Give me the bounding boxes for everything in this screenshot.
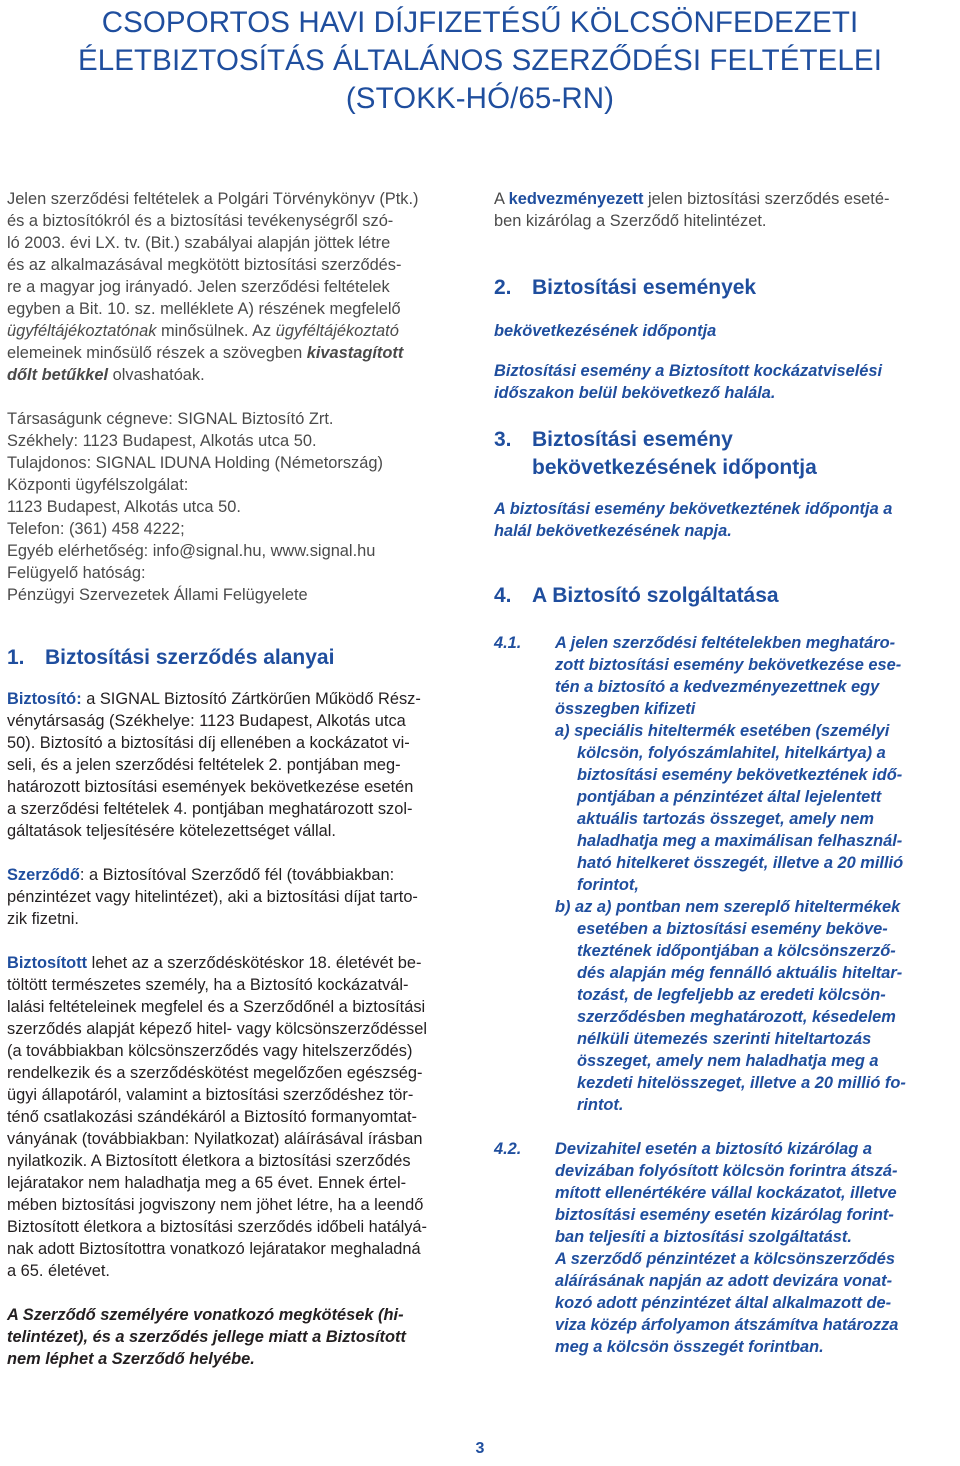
section-number: 1. [7, 646, 25, 669]
section-1-heading [7, 644, 467, 672]
item-line: b) az a) pontban nem szereplő hiteltermékek [555, 898, 901, 916]
item-line: kölcsön, folyószámlahitel, hitelkártya) a [577, 744, 886, 762]
subsection-line: mított ellenértékére vállal kockázatot, illetve [555, 1184, 897, 1202]
section-number: 4. [494, 584, 512, 607]
intro-line [7, 320, 467, 342]
italic-term: ügyféltájékoztató [275, 322, 399, 340]
section-4-heading [494, 582, 954, 610]
item-line: pontjában a pénzintézet által lejelentett [577, 788, 882, 806]
paragraph-line: Biztosított életkora a biztosítási szerződés időbeli hatályá- [7, 1218, 427, 1236]
company-line: Székhely: 1123 Budapest, Alkotás utca 50. [7, 432, 317, 450]
subsection-number: 4.2. [494, 1140, 522, 1158]
item-line: nélküli ütemezés szerinti hiteltartozás [577, 1030, 872, 1048]
section-title: Biztosítási esemény [532, 428, 733, 451]
subsection-line: zott biztosítási esemény bekövetkezése ese- [555, 656, 902, 674]
paragraph-text: : a Biztosítóval Szerződő fél (továbbiakban: [79, 866, 395, 884]
paragraph-line: 50). Biztosító a biztosítási díj ellenében a kockázatot vi- [7, 734, 410, 752]
italic-term: ügyféltájékoztatónak [7, 322, 157, 340]
subsection-line: ban teljesíti a biztosítási szolgáltatást. [555, 1228, 852, 1246]
title-line-2: ÉLETBIZTOSÍTÁS ÁLTALÁNOS SZERZŐDÉSI FELTÉTELEI [77, 44, 883, 77]
term-beneficiary: kedvezményezett [508, 190, 644, 208]
subsection-line: kozó adott pénzintézet által alkalmazott de- [555, 1294, 892, 1312]
section-title: bekövetkezésének időpontja [532, 456, 817, 479]
intro-line: és a biztosítókról és a biztosítási tevékenységről szó- [7, 212, 394, 230]
item-line: haladhatja meg a maximálisan felhasznál- [577, 832, 903, 850]
paragraph-line: a 65. életévet. [7, 1262, 110, 1280]
company-line: Telefon: (361) 458 4222; [7, 520, 185, 538]
item-a [555, 720, 954, 896]
paragraph-line: vénytársaság (Székhelye: 1123 Budapest, Alkotás utca [7, 712, 406, 730]
left-column [7, 188, 467, 1370]
intro-line: ló 2003. évi LX. tv. (Bit.) szabályai alapján jöttek létre [7, 234, 391, 252]
paragraph-line: ványának (továbbiakban: Nyilatkozat) aláírásával írásban [7, 1130, 423, 1148]
subsection-4-2 [494, 1138, 954, 1358]
section-2-subheading: bekövetkezésének időpontja [494, 322, 717, 340]
beneficiary-paragraph [494, 188, 954, 232]
section-3-heading [494, 426, 954, 482]
subsection-line: Devizahitel esetén a biztosító kizárólag a [555, 1140, 872, 1158]
term-insurer: Biztosító: [7, 690, 82, 708]
section-title: Biztosítási szerződés alanyai [45, 646, 335, 669]
right-column [494, 188, 954, 1358]
paragraph-line: pénzintézet vagy hitelintézet), aki a biztosítási díjat tarto- [7, 888, 418, 906]
paragraph-line [7, 864, 467, 886]
subsection-line: A jelen szerződési feltételekben meghatáro- [555, 634, 896, 652]
item-line: dés alapján még fennálló aktuális hiteltar- [577, 964, 903, 982]
company-line: 1123 Budapest, Alkotás utca 50. [7, 498, 241, 516]
company-line: Központi ügyfélszolgálat: [7, 476, 189, 494]
item-line: ható hitelkeret összegét, illetve a 20 millió [577, 854, 904, 872]
intro-paragraph [7, 188, 467, 386]
paragraph-line: nyilatkozik. A Biztosított életkora a biztosítási szerződés [7, 1152, 411, 1170]
section-3-text [494, 498, 954, 542]
note-line: nem léphet a Szerződő helyébe. [7, 1350, 255, 1368]
paragraph-line: nak adott Biztosítottra vonatkozó lejáratakor meghaladná [7, 1240, 421, 1258]
subsection-line: tén a biztosító a kedvezményezettnek egy [555, 678, 880, 696]
company-line: Pénzügyi Szervezetek Állami Felügyelete [7, 586, 308, 604]
company-line: Egyéb elérhetőség: info@signal.hu, www.signal.hu [7, 542, 376, 560]
company-info [7, 408, 467, 606]
insurer-paragraph [7, 688, 467, 842]
subsection-line: meg a kölcsön összegét forintban. [555, 1338, 824, 1356]
paragraph-line: seli, és a jelen szerződési feltételek 2. pontjában meg- [7, 756, 401, 774]
bold-italic-term: kivastagított [306, 344, 404, 362]
paragraph-line: lejáratakor nem haladhatja meg a 65 évet. Ennek értel- [7, 1174, 407, 1192]
item-line: aktuális tartozás összeget, amely nem [577, 810, 874, 828]
paragraph-text: A [494, 190, 509, 208]
note-line: telintézet), és a szerződés jellege miatt a Biztosított [7, 1328, 406, 1346]
intro-line: egyben a Bit. 10. sz. melléklete A) részének megfelelő [7, 300, 401, 318]
intro-line [7, 364, 467, 386]
paragraph-line: gáltatások teljesítésére kötelezettséget vállal. [7, 822, 336, 840]
item-line: a) speciális hiteltermék esetében (személyi [555, 722, 890, 740]
paragraph-line: (a továbbiakban kölcsönszerződés vagy hitelszerződés) [7, 1042, 413, 1060]
title-line-1: CSOPORTOS HAVI DÍJFIZETÉSŰ KÖLCSÖNFEDEZETI [101, 6, 859, 39]
item-line: tkeztének időpontjában a kölcsönszerző- [577, 942, 896, 960]
section-line: A biztosítási esemény bekövetkeztének időpontja a [494, 500, 893, 518]
intro-text: minősülnek. Az [156, 322, 276, 340]
paragraph-text: jelen biztosítási szerződés eseté- [643, 190, 890, 208]
paragraph-line [494, 188, 954, 210]
subsection-line: viza közép árfolyamon átszámítva határozza [555, 1316, 899, 1334]
company-line: Tulajdonos: SIGNAL IDUNA Holding (Németország) [7, 454, 383, 472]
subsection-line: devizában folyósított kölcsön forintra átszá- [555, 1162, 898, 1180]
item-b-body [577, 918, 954, 1116]
section-title: A Biztosító szolgáltatása [532, 584, 779, 607]
section-number: 2. [494, 276, 512, 299]
section-line: halál bekövetkezésének napja. [494, 522, 732, 540]
item-line: tozást, de legfeljebb az eredeti kölcsön- [577, 986, 886, 1004]
item-line: szerződésben meghatározott, késedelem [577, 1008, 896, 1026]
section-2-text [494, 360, 954, 404]
paragraph-line [7, 952, 467, 974]
section-3-title-line [494, 426, 954, 454]
term-contractor: Szerződő [7, 866, 80, 884]
term-insured: Biztosított [7, 954, 88, 972]
subsection-line: aláírásának napján az adott devizára vonat- [555, 1272, 893, 1290]
paragraph-line: zik fizetni. [7, 910, 79, 928]
document-title [0, 4, 960, 118]
section-2-heading [494, 274, 954, 302]
section-line: Biztosítási esemény a Biztosított kockázatviselési [494, 362, 883, 380]
item-line: biztosítási esemény bekövetkeztének idő- [577, 766, 903, 784]
subsection-line: összegben kifizeti [555, 700, 696, 718]
intro-line: Jelen szerződési feltételek a Polgári Törvénykönyv (Ptk.) [7, 190, 419, 208]
item-line: forintot, [577, 876, 639, 894]
subsection-4-2-text [555, 1138, 954, 1358]
note-line: A Szerződő személyére vonatkozó megkötések (hi- [7, 1306, 404, 1324]
paragraph-line [7, 688, 467, 710]
paragraph-line: mében biztosítási jogviszony nem jöhet létre, ha a leendő [7, 1196, 424, 1214]
page-number: 3 [475, 1440, 485, 1457]
paragraph-text: a SIGNAL Biztosító Zártkörűen Működő Rész- [81, 690, 421, 708]
paragraph-line: ténő csatlakozási szándékáról a Biztosító formanyomtat- [7, 1108, 417, 1126]
item-line: rintot. [577, 1096, 624, 1114]
section-line: időszakon belül bekövetkező halála. [494, 384, 776, 402]
paragraph-text: lehet az a szerződéskötéskor 18. életévét be- [87, 954, 422, 972]
bold-italic-term: dőlt betűkkel [7, 366, 109, 384]
paragraph-line: ben kizárólag a Szerződő hitelintézet. [494, 212, 767, 230]
contractor-paragraph [7, 864, 467, 930]
item-line: esetében a biztosítási esemény beköve- [577, 920, 888, 938]
intro-text: olvashatóak. [108, 366, 205, 384]
subsection-line: A szerződő pénzintézet a kölcsönszerződés [555, 1250, 896, 1268]
paragraph-line: határozott biztosítási események bekövetkezése esetén [7, 778, 414, 796]
subsection-number: 4.1. [494, 634, 522, 652]
company-line: Felügyelő hatóság: [7, 564, 146, 582]
section-3-title-line [494, 454, 954, 482]
item-line: összeget, amely nem haladhatja meg a [577, 1052, 879, 1070]
company-line: Társaságunk cégneve: SIGNAL Biztosító Zrt. [7, 410, 334, 428]
item-line: kezdeti hitelösszeget, illetve a 20 millió fo- [577, 1074, 906, 1092]
paragraph-line: töltött természetes személy, ha a Biztosító kockázatvál- [7, 976, 409, 994]
insured-paragraph [7, 952, 467, 1282]
subsection-4-1 [494, 632, 954, 1116]
section-number: 3. [494, 428, 512, 451]
item-a-body [577, 742, 954, 896]
item-b [555, 896, 954, 1116]
paragraph-line: ügyi állapotáról, valamint a biztosítási szerződéshez tör- [7, 1086, 414, 1104]
intro-line [7, 342, 467, 364]
paragraph-line: szerződés alapját képező hitel- vagy kölcsönszerződéssel [7, 1020, 428, 1038]
subsection-line: biztosítási esemény esetén kizárólag forint- [555, 1206, 894, 1224]
intro-line: és az alkalmazásával megkötött biztosítási szerződés- [7, 256, 402, 274]
contractor-restriction-note [7, 1304, 467, 1370]
paragraph-line: lalási feltételeinek megfelel és a Szerződőnél a biztosítási [7, 998, 426, 1016]
intro-line: re a magyar jog irányadó. Jelen szerződési feltételek [7, 278, 390, 296]
intro-text: elemeinek minősülő részek a szövegben [7, 344, 307, 362]
paragraph-line: a szerződési feltételek 4. pontjában meghatározott szol- [7, 800, 413, 818]
title-line-3: (STOKK-HÓ/65-RN) [345, 82, 615, 115]
subsection-4-1-text [555, 632, 954, 1116]
paragraph-line: rendelkezik és a szerződéskötést megelőzően egészség- [7, 1064, 423, 1082]
section-title: Biztosítási események [532, 276, 757, 299]
